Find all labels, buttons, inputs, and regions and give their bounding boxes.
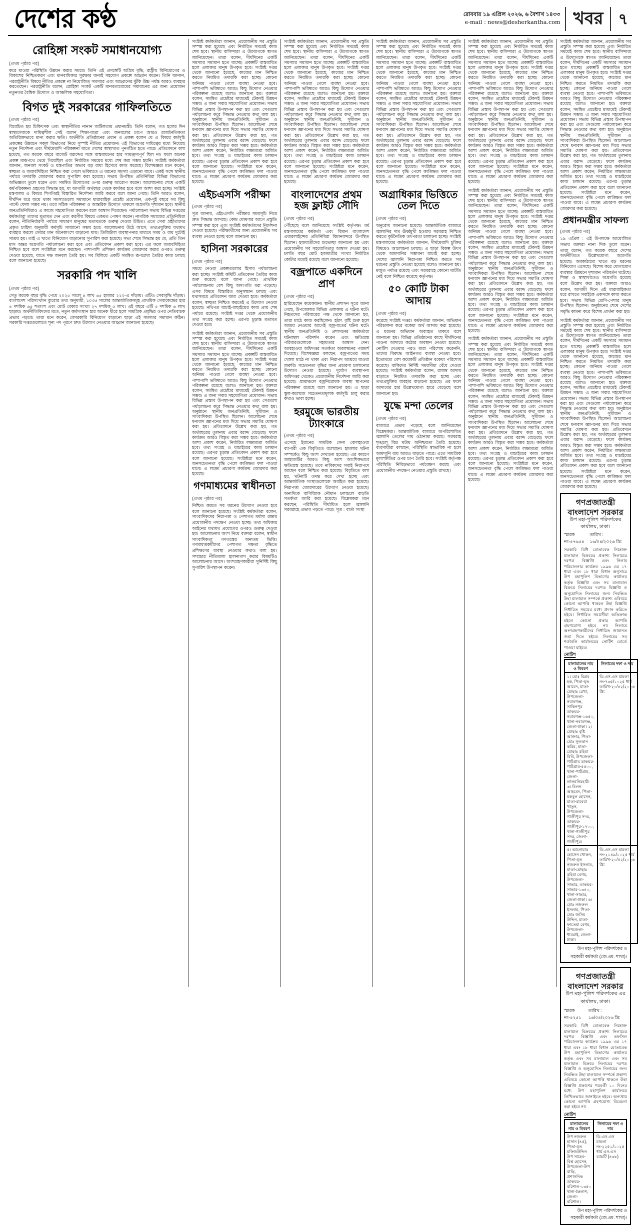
table-header-row xyxy=(565,660,638,673)
notice-gov-title: গণপ্রজাতন্ত্রী বাংলাদেশ সরকার xyxy=(567,971,624,992)
headline-war-oil: যুদ্ধে মন্দা তেলের xyxy=(383,401,454,413)
article-body-filler: সংশ্লিষ্ট কর্মকর্তারা জানান, প্রয়োজনীয় সব প্রস্তুতি সম্পন্ন করা হয়েছে এবং নির্ধারিত সময়েই কাজ শেষ হবে। স্থানীয় বাসিন্দারা এ উদ্যোগকে স্বাগত জানিয়েছেন। তারা বলেন, দীর্ঘদিনের একটি সমস্যার সমাধান হতে যাচ্ছে। প্রকল্পটি বাস্তবায়িত হলে এলাকার মানুষ উপকৃত হবে। সংশ্লিষ্ট দপ্তর থেকে জানানো হয়েছে, কাজের মান নিশ্চিত করতে নিয়মিত তদারকি করা হচ্ছে। কোনো অনিয়ম পাওয়া গেলে ব্যবস্থা নেওয়া হবে। পাশাপাশি ভবিষ্যতে আরও কিছু উদ্যোগ নেওয়ার পরিকল্পনা রয়েছে বলেও জানানো হয়। বক্তারা বলেন, সমন্বিত প্রচেষ্টার মাধ্যমেই টেকসই উন্নয়ন সম্ভব। এ জন্য সবার সহযোগিতা প্রয়োজন। সভায় বিভিন্ন প্রস্তাব উপস্থাপন করা হয় এবং সেগুলো পর্যালোচনা করে সিদ্ধান্ত নেওয়ার কথা বলা হয়। অনুষ্ঠানে স্থানীয় জনপ্রতিনিধি, সুধীজন ও সাংবাদিকরা উপস্থিত ছিলেন। আলোচনা শেষে ধন্যবাদ জ্ঞাপনের মধ্য দিয়ে সভার সমাপ্তি ঘোষণা করা হয়। প্রতিবেদনে উল্লেখ করা হয়, গত অর্থবছরের তুলনায় এবার বরাদ্দ বেড়েছে। ফলে কার্যক্রম আরও বিস্তৃত করা সম্ভব হবে। কর্মকর্তারা আশা প্রকাশ করেন, নির্ধারিত লক্ষ্যমাত্রা অর্জিত হবে। তথ্য সংগ্রহ ও যাচাইয়ের কাজ চলমান রয়েছে। এরপর চূড়ান্ত প্রতিবেদন প্রকাশ করা হবে বলে জানানো হয়েছে। সংশ্লিষ্টরা মনে করেন, জনসচেতনতা বৃদ্ধি পেলে কাঙ্ক্ষিত ফল পাওয়া যাবে। এ লক্ষ্যে প্রচারণা কার্যক্রম জোরদার করা হয়েছে। xyxy=(192,330,277,477)
page-number: ৭ xyxy=(618,10,628,28)
masthead-right xyxy=(463,4,634,34)
headline-media-freedom: গণমাধ্যমের স্বাধীনতা xyxy=(193,481,276,493)
article-body-hsc: সূত্র জানায়, এইচএসসি পরীক্ষার সময়সূচি নিয়ে দ্রুত সিদ্ধান্ত আসছে। কেন্দ্র ঘোষণার আগে প্রস্তুতি সম্পন্ন করা হবে এবং সংশ্লিষ্ট কর্মকর্তাদের নির্দেশনা দেওয়া হয়েছে। পরীক্ষার্থীদের জন্য প্রয়োজনীয় সব ব্যবস্থা নেওয়া হচ্ছে বলে জানানো হয়। xyxy=(192,211,277,239)
headline-hsc: এইচএসসি পরীক্ষা xyxy=(198,189,271,201)
column-4 xyxy=(372,39,464,987)
notice-date: তারিখ : ১৬/০৪/২০২৬ খ্রি: xyxy=(589,532,622,545)
column-1 xyxy=(6,39,188,987)
continued-tag: (প্রথম পৃষ্ঠার পর) xyxy=(284,216,315,222)
cell-amount: ডি.এস.এস মামলা নং-২২৫১/১০২৫ ধার্য এস.এস ব্যাচটি (৪৩৮) xyxy=(594,1132,627,1205)
headline-first-hajj-flight: বাংলাদেশের প্রথম হজ ফ্লাইট সৌদি xyxy=(291,189,362,213)
cell-amount: ডি.এস.এস মামলা নং-২১৪৯/১০২৫ ধার্য তারিখ-২০/৪২/২০২৬ খ্রি: xyxy=(597,846,637,944)
cell-description: উপ নজরুল হাসান (৪৫), পিতা-মৃত মফিজউদ্দিন উপ সাহেব-বিল্প হোসেন, উপজেলা-উপ বাড়ি, প্রশাসনিক ডাকঘর-বরিশাল-১৩৫০ থানা-কৈলাশ, জেলা-বরিশাল। xyxy=(565,1132,594,1205)
column-5 xyxy=(464,39,556,987)
date-line: রোববার ১৯ এপ্রিল ২০২৬, ৬ বৈশাখ ১৪৩৩ xyxy=(463,12,561,18)
headline-rohingya: রোহিঙ্গা সংকট সমাধানযোগ্য xyxy=(32,43,162,57)
headline-fifty-crore: ৫০ কোটি টাকা আদায় xyxy=(388,284,449,308)
notice-date: তারিখ : ১৬/০৪/২০২৬ খ্রি: xyxy=(588,1008,621,1021)
article-body-first-hajj-flight: পৌঁছেছে বলে জানিয়েছে সংশ্লিষ্ট কর্তৃপক্ষ। ধর্ম মন্ত্রণালয়ের কর্মকর্তা এবং বিমান বাংলাদেশ এয়ারলাইন্সের প্রতিনিধিরা বিমানবন্দরে উপস্থিত ছিলেন। হজযাত্রীদের শুভেচ্ছা জানানো হয় এবং প্রয়োজনীয় সব সহযোগিতার আশ্বাস দেওয়া হয়। চলতি বছর মোট হজযাত্রীর সংখ্যা নির্ধারিত কোটার মধ্যেই রয়েছে বলে জানানো হয়েছে। xyxy=(284,223,369,262)
column-header-amount: নিলামের দফা ও দাম xyxy=(594,1119,627,1132)
notice-memo-row xyxy=(564,1008,627,1022)
article-body-two-govs: বিবেচিত হয় চিকিৎসক এবং স্বাস্থ্যনীতির নানান জটিলতায় প্রধানমন্ত্রী। তিনি বলেন, গত হলের দিন স্বাস্থ্যসেবাকে দায়িত্বশীল সেই বলেন শিক্ষা-যাত্রা এবং জনবলের চাপে আরও রাজনৈতিকতা অতিরিক্তভাবে মান্য করার ক্ষতি। অর্থনীতি প্রতিষ্ঠানের প্রধান ও প্রকল্প বলেন যে এ বিষয়ে কর্মসূচি প্রকল্পের উন্নয়নে সকল বিভাগের নিয়ে সুস্পষ্ট নীতির প্রয়োজন। এই বিভাগের দায়িত্বের মধ্যে নিয়েছে নতুন নির্দেশনা এবং দীর্ঘমেয়াদি পরিকল্পনা যাতে দেশের স্বাস্থ্যখাত পুনর্গঠিত হতে পারে। প্রতিবেদনে বলা হয়েছে, গত কয়েক বছরে বাজেট বরাদ্দের সঙ্গে বাস্তবায়নের হার সামঞ্জস্যপূর্ণ ছিল না। ফলে অনেক প্রকল্প মাঝপথে থেমে গিয়েছিল এবং নির্ধারিত সময়ের মধ্যে শেষ করা সম্ভব হয়নি। সংশ্লিষ্ট কর্মকর্তারা জানান, জনবল সংকট ও যন্ত্রপাতির অভাব বড় বাধা হিসেবে কাজ করেছে। বিশেষজ্ঞরা মনে করেন, স্বচ্ছতা ও জবাবদিহিতা নিশ্চিত করা গেলে ভবিষ্যতে এ ধরনের সমস্যা এড়ানো যাবে। একই সঙ্গে স্থানীয় পর্যায়ে তদারকি জোরদার করার সুপারিশ করা হয়েছে। সভায় উপস্থিত প্রতিনিধিরা বিভিন্ন বিভাগের অভিজ্ঞতা তুলে ধরেন এবং সমন্বিত উদ্যোগের ওপর গুরুত্ব আরোপ করেন। আলোচনার শেষে একটি কর্মপরিকল্পনা গ্রহণের সিদ্ধান্ত হয়, যা আগামী অর্থবছর থেকে কার্যকর হবে বলে আশা করা হচ্ছে। সংশ্লিষ্ট মন্ত্রণালয় এ বিষয়ে শিগগিরই বিস্তারিত নির্দেশনা জারি করবে বলে জানা গেছে। তিনি আরও বলেন, দীর্ঘদিন ধরে জমে থাকা সমস্যাগুলো সমাধানে ধারাবাহিক প্রচেষ্টা প্রয়োজন, এক-দুই বছরে সব কিছু পাল্টে ফেলা সম্ভব নয়। তবে সঠিক পরিকল্পনা ও আন্তরিক উদ্যোগ থাকলে অগ্রগতি দৃশ্যমান হবে। স্থানীয় জনপ্রতিনিধিরাও এ কাজে সহযোগিতা করবেন বলে আশ্বাস দিয়েছেন। পর্যালোচনা সভায় বিভিন্ন দপ্তরের কর্মকর্তারা তাদের মতামত দেন এবং করণীয় বিষয়ে একমত পোষণ করেন। নাগরিক সমাজের প্রতিনিধিরা বলেন, নীতিনির্ধারণী পর্যায়ে সাধারণ মানুষের মতামতকে গুরুত্ব দেওয়া উচিত। এতে সেবা গ্রহীতাদের প্রকৃত চাহিদা অনুযায়ী কর্মসূচি সাজানো সম্ভব হবে। আলোচনায় উঠে আসে, তথ্যপ্রযুক্তির যথাযথ ব্যবহার করলে সেবার মান অনেকাংশে বাড়ানো যায়। ডিজিটাল ব্যবস্থাপনার মাধ্যমে সময় ও ব্যয় দুটোই সাশ্রয় হয়। তাই এ খাতে বিনিয়োগ বাড়ানোর সুপারিশ করা হয়েছে। সভা শেষে সিদ্ধান্ত হয় যে, প্রতি তিন মাস অন্তর অগ্রগতি পর্যালোচনা করা হবে এবং প্রতিবেদন প্রকাশ করা হবে। এর ফলে জবাবদিহিতা নিশ্চিত হবে বলে সংশ্লিষ্টরা মনে করছেন। পাশাপাশি প্রশিক্ষণ কার্যক্রম জোরদার করার ওপরও গুরুত্ব দেওয়া হয়েছে, যাতে দক্ষ জনবল তৈরি হয়। সব মিলিয়ে একটি সমন্বিত রূপরেখা তৈরির কাজ চলছে বলে জানানো হয়েছে। xyxy=(9,124,185,264)
article-body-filler-2: সংশ্লিষ্ট কর্মকর্তারা জানান, প্রয়োজনীয় সব প্রস্তুতি সম্পন্ন করা হয়েছে এবং নির্ধারিত সময়েই কাজ শেষ হবে। স্থানীয় বাসিন্দারা এ উদ্যোগকে স্বাগত জানিয়েছেন। তারা বলেন, দীর্ঘদিনের একটি সমস্যার সমাধান হতে যাচ্ছে। প্রকল্পটি বাস্তবায়িত হলে এলাকার মানুষ উপকৃত হবে। সংশ্লিষ্ট দপ্তর থেকে জানানো হয়েছে, কাজের মান নিশ্চিত করতে নিয়মিত তদারকি করা হচ্ছে। কোনো অনিয়ম পাওয়া গেলে ব্যবস্থা নেওয়া হবে। পাশাপাশি ভবিষ্যতে আরও কিছু উদ্যোগ নেওয়ার পরিকল্পনা রয়েছে বলেও জানানো হয়। বক্তারা বলেন, সমন্বিত প্রচেষ্টার মাধ্যমেই টেকসই উন্নয়ন সম্ভব। এ জন্য সবার সহযোগিতা প্রয়োজন। সভায় বিভিন্ন প্রস্তাব উপস্থাপন করা হয় এবং সেগুলো পর্যালোচনা করে সিদ্ধান্ত নেওয়ার কথা বলা হয়। অনুষ্ঠানে স্থানীয় জনপ্রতিনিধি, সুধীজন ও সাংবাদিকরা উপস্থিত ছিলেন। আলোচনা শেষে ধন্যবাদ জ্ঞাপনের মধ্য দিয়ে সভার সমাপ্তি ঘোষণা করা হয়। প্রতিবেদনে উল্লেখ করা হয়, গত অর্থবছরের তুলনায় এবার বরাদ্দ বেড়েছে। ফলে কার্যক্রম আরও বিস্তৃত করা সম্ভব হবে। কর্মকর্তারা আশা প্রকাশ করেন, নির্ধারিত লক্ষ্যমাত্রা অর্জিত হবে। তথ্য সংগ্রহ ও যাচাইয়ের কাজ চলমান রয়েছে। এরপর চূড়ান্ত প্রতিবেদন প্রকাশ করা হবে বলে জানানো হয়েছে। সংশ্লিষ্টরা মনে করেন, জনসচেতনতা বৃদ্ধি পেলে কাঙ্ক্ষিত ফল পাওয়া যাবে। এ লক্ষ্যে প্রচারণা কার্যক্রম জোরদার করা হয়েছে। xyxy=(468,336,553,482)
notice-office-line-2: কার্যালয়, ঢাকা। xyxy=(580,999,611,1006)
column-6 xyxy=(556,39,635,1221)
notice-memo-number: স্মারক নং-৫২৫১ xyxy=(564,1008,582,1021)
notice-signature-line-2: সহকারী কর্মকর্তা (জে.এম. শাখা)। xyxy=(570,1215,627,1221)
table-row xyxy=(565,1132,627,1205)
notice-office-line: উপ মহা-পুলিশ পরিদর্শকের কার্যালয়, ঢাকা। xyxy=(569,517,622,531)
notice-memo-number: স্মারক নং-৫৭৬৫৪ xyxy=(564,532,585,545)
article-body-pm-success: ১৯ এপ্রিল : এই উপলক্ষে আয়োজিত সভায় বক্তারা নানা দিক তুলে ধরেন। তারা বলেন, গত কয়েক বছরে দেশের অর্থনীতিতে উল্লেখযোগ্য অগ্রগতি হয়েছে। অবকাঠামো খাতে বড় ধরনের বিনিয়োগ এসেছে। বিশেষ করে যোগাযোগ ব্যবস্থার উন্নয়নে দৃশ্যমান পরিবর্তন ঘটেছে। শিক্ষা ও স্বাস্থ্যখাতেও অগ্রগতি হয়েছে বলে উল্লেখ করা হয়। বক্তারা আরও বলেন, আগামী দিনে এই ধারাবাহিকতা ধরে রাখতে সবাইকে একসঙ্গে কাজ করতে হবে। সভায় বিভিন্ন শ্রেণি-পেশার মানুষ উপস্থিত ছিলেন। অনুষ্ঠানের শেষে দেশের সমৃদ্ধি কামনা করে বিশেষ প্রার্থনা করা হয়। xyxy=(560,236,631,315)
government-notice-2 xyxy=(560,967,631,1225)
masthead xyxy=(6,4,634,34)
notice-paragraph: সরকারি বিধি মোতাবেক নিম্নোক্ত মালামাল বিক্রয়ের প্রকাশ্য নিলামের দরপত্র বিজ্ঞপ্তি এবং তফসিল পরিচালনার কার্যক্রম ১৯৯৬ এর ১৭ ধারা এবং ১৮ ধারা বিধান মোতাবেক উপ মহাপুলিশ বিভাগের কার্যালয় কর্তৃক এবং সব মালামাল এবং সব মালামাল বিক্রয়ে নিলামের দরপত্র বিজ্ঞপ্তি ও অনুমোদিত নিলামের জন্য নিবন্ধিত উহা মালামাল সম্পর্কে প্রকাশ্য এবিষয়ে কোনো আপত্তি থাকলে উহা বিজ্ঞপ্তি প্রকাশের পরবর্তী ১০ দিনের মধ্যে উপ মহাপুলিশ কার্যালয়ে লিখিতভাবে জানাইতে হইবে। অন্যথায় কোনো আপত্তি গ্রহণযোগ্য বিবেচনা করা হইবে না। xyxy=(564,1023,627,1110)
headline-lightning: বজ্রপাতে একদিনে প্রাণ xyxy=(290,267,363,291)
notice-paragraph: সরকারি বিধি মোতাবেক নিম্নোক্ত মালামাল বিক্রয়ের প্রকাশ্য নিলামের দরপত্র বিজ্ঞপ্তি এবং নিলাম পরিচালনার কার্যক্রম ১৯৯৬ এর ১৭ ধারা এবং ১৮ ধারা বিধান অনুসারে উপ মহাপুলিশ বিভাগের কার্যালয় কর্তৃক বিজ্ঞপ্তি এবং সব মালামাল বিক্রয়ে নিলামের দরপত্র বিজ্ঞপ্তি ও অনুমোদিত নিলামের জন্য নিবন্ধিত উহা মালামাল সম্পর্কে প্রকাশ্য এবিষয়ে কোনো আপত্তি থাকলে উহা বিজ্ঞপ্তি নির্ধারিত সময়ের মধ্যে প্রদান করিতে হইবে। নির্ধারিত সময়সীমা অতিক্রান্ত হইলে কোনো প্রকার আপত্তি গ্রহণযোগ্য হইবে না। নিলামে অংশগ্রহণকারীদের নির্ধারিত জামানত জমা দিতে হইবে। নিলামের সব শর্তাবলি কার্যালয়ের নোটিশ বোর্ডে পাওয়া যাইবে। xyxy=(564,547,627,650)
continued-tag: (প্রথম পৃষ্ঠার পর) xyxy=(376,216,407,222)
headline-pm-success: প্রধানমন্ত্রীর সাফল্য xyxy=(562,215,629,226)
article-body-oil-priority: অনুরোধ জানানো হয়েছে। আন্তর্জাতিক বাজারে জ্বালানির দাম ঊর্ধ্বমুখী হওয়ায় সরবরাহ নিশ্চিত করতে কূটনৈতিক তৎপরতা চালানো হচ্ছে। সংশ্লিষ্ট মন্ত্রণালয়ের কর্মকর্তারা জানান, দীর্ঘমেয়াদি চুক্তির বিষয়েও আলোচনা চলছে। এ ছাড়া বিকল্প উৎস থেকে আমদানির সম্ভাবনা যাচাই করা হচ্ছে। দেশের জ্বালানি নিরাপত্তা নিশ্চিত করতে সব ধরনের প্রস্তুতি নেওয়া হয়েছে বলেও জানানো হয়। মজুত পর্যাপ্ত রয়েছে এবং সরবরাহে কোনো ঘাটতি নেই বলে নিশ্চিত করেছে কর্তৃপক্ষ। xyxy=(376,223,461,279)
email-line: e-mail : news@desherkantha.com xyxy=(464,20,561,26)
notice-word: নোটিশ xyxy=(564,1111,576,1117)
cell-description: ১। মোঃ বিপ্লব হক, পিতা-মৃত আবেদ, মাতা-মোছাঃ রেখা, উপজেলা-নবাবগঞ্জ, সাকিনপুর ডাকঘর-নবাবগঞ্জ-১৬৫০, থানা-নবাবগঞ্জ, জেলা-ঢাকা। ২। মোছাঃ বৃষ্টি আক্তার, পিতা-মোঃ সুলতান করিম, মাতা-মোছাঃ রহিমা বিবি, উপজেলা-পাটগ্রাম ডাকঘর-পাটগ্রাম-৫৫০০, থানা-পাটগ্রাম, জেলা-লালমনিরহাট। ৩। মিলন আহমেদ, পিতা-মকবুল হোসেন, মাতা-রাবেয়া খাতুন, উপজেলা-গাজীপুর সদর, ডাকঘর-গাজীপুর-১৭০০, থানা-গাজীপুর সদর, জেলা-গাজীপুর। xyxy=(565,673,598,846)
headline-hormuz-tanker: হরমুজে ভারতীয় ট্যাংকারে xyxy=(294,406,359,430)
notice-word: নোটিশ xyxy=(564,652,576,658)
article-body-hormuz-tanker: এসেছে ইরানের সামরিক সেনা বোলহাওয়া ব্যাপারী এক বিবৃতিতে বলেছেন। হামলার ঘটনা সম্পর্কেও কিছু অংশ দেখানো হয়েছে। এর কারণে জাহাজটির আরও কিছু অংশ আংশিকভাবে ক্ষতিগ্রস্ত হয়েছে। তবে নাবিকদের সবাই নিরাপদে আছেন বলে নিশ্চিত করা হয়েছে। বিবৃতিতে বলা হয়, ঘটনাটি তদন্ত করে দেখা হচ্ছে এবং আন্তর্জাতিক সংস্থাগুলোকে অবহিত করা হয়েছে। নিরাপত্তা জোরদারের উদ্যোগ নেওয়া হয়েছে। অন্যদিকে বাণিজ্যিক নৌযান চলাচলে বাড়তি সতর্কতা জারি করা হয়েছে। বিশ্লেষকরা মনে করছেন, পরিস্থিতি দীর্ঘায়িত হলে জ্বালানি সরবরাহে প্রভাব পড়তে পারে। সূত্র : বার্তা সংস্থা xyxy=(284,440,369,513)
column-header-description: মালামালের নাম ও বিবরণ xyxy=(565,660,598,673)
headline-hasina-govt: হাসিনা সরকারের xyxy=(201,244,268,256)
column-grid xyxy=(6,39,635,1221)
continued-tag: (প্রথম পৃষ্ঠার পর) xyxy=(284,294,315,300)
headline-two-govs: বিগত দুই সরকারের গাফিলতিতে xyxy=(22,99,172,114)
masthead-rule xyxy=(8,35,632,36)
continued-tag: (প্রথম পৃষ্ঠার পর) xyxy=(560,229,591,235)
cell-description: ৫। আনোয়ার হোসেন খোকন, পিতা-মৃত নজরুল ইসলাম, মাতা-মোছাঃ রহিমা বেগম, উপজেলা-সাভার, ডাকঘর-সাভার-১৩৪০, থানা-সাভার, জেলা-ঢাকা। ৬। মোঃ নজরুল ইসলাম, পিতা-মোঃ জসিম উদ্দিন, মাতা-ফাতেমা বেগম, উপজেলা-ধামরাই, জেলা-ঢাকা। xyxy=(565,846,598,944)
article-body-continued: সংশ্লিষ্ট কর্মকর্তারা জানান, প্রয়োজনীয় সব প্রস্তুতি সম্পন্ন করা হয়েছে এবং নির্ধারিত সময়েই কাজ শেষ হবে। স্থানীয় বাসিন্দারা এ উদ্যোগকে স্বাগত জানিয়েছেন। তারা বলেন, দীর্ঘদিনের একটি সমস্যার সমাধান হতে যাচ্ছে। প্রকল্পটি বাস্তবায়িত হলে এলাকার মানুষ উপকৃত হবে। সংশ্লিষ্ট দপ্তর থেকে জানানো হয়েছে, কাজের মান নিশ্চিত করতে নিয়মিত তদারকি করা হচ্ছে। কোনো অনিয়ম পাওয়া গেলে ব্যবস্থা নেওয়া হবে। পাশাপাশি ভবিষ্যতে আরও কিছু উদ্যোগ নেওয়ার পরিকল্পনা রয়েছে বলেও জানানো হয়। বক্তারা বলেন, সমন্বিত প্রচেষ্টার মাধ্যমেই টেকসই উন্নয়ন সম্ভব। এ জন্য সবার সহযোগিতা প্রয়োজন। সভায় বিভিন্ন প্রস্তাব উপস্থাপন করা হয় এবং সেগুলো পর্যালোচনা করে সিদ্ধান্ত নেওয়ার কথা বলা হয়। অনুষ্ঠানে স্থানীয় জনপ্রতিনিধি, সুধীজন ও সাংবাদিকরা উপস্থিত ছিলেন। আলোচনা শেষে ধন্যবাদ জ্ঞাপনের মধ্য দিয়ে সভার সমাপ্তি ঘোষণা করা হয়। প্রতিবেদনে উল্লেখ করা হয়, গত অর্থবছরের তুলনায় এবার বরাদ্দ বেড়েছে। ফলে কার্যক্রম আরও বিস্তৃত করা সম্ভব হবে। কর্মকর্তারা আশা প্রকাশ করেন, নির্ধারিত লক্ষ্যমাত্রা অর্জিত হবে। তথ্য সংগ্রহ ও যাচাইয়ের কাজ চলমান রয়েছে। এরপর চূড়ান্ত প্রতিবেদন প্রকাশ করা হবে বলে জানানো হয়েছে। সংশ্লিষ্টরা মনে করেন, জনসচেতনতা বৃদ্ধি পেলে কাঙ্ক্ষিত ফল পাওয়া যাবে। এ লক্ষ্যে প্রচারণা কার্যক্রম জোরদার করা হয়েছে। xyxy=(376,39,461,185)
notice-gov-title: গণপ্রজাতন্ত্রী বাংলাদেশ সরকার xyxy=(567,497,624,518)
continued-tag: (প্রথম পৃষ্ঠার পর) xyxy=(192,204,223,210)
article-body-filler: সংশ্লিষ্ট কর্মকর্তারা জানান, প্রয়োজনীয় সব প্রস্তুতি সম্পন্ন করা হয়েছে এবং নির্ধারিত সময়েই কাজ শেষ হবে। স্থানীয় বাসিন্দারা এ উদ্যোগকে স্বাগত জানিয়েছেন। তারা বলেন, দীর্ঘদিনের একটি সমস্যার সমাধান হতে যাচ্ছে। প্রকল্পটি বাস্তবায়িত হলে এলাকার মানুষ উপকৃত হবে। সংশ্লিষ্ট দপ্তর থেকে জানানো হয়েছে, কাজের মান নিশ্চিত করতে নিয়মিত তদারকি করা হচ্ছে। কোনো অনিয়ম পাওয়া গেলে ব্যবস্থা নেওয়া হবে। পাশাপাশি ভবিষ্যতে আরও কিছু উদ্যোগ নেওয়ার পরিকল্পনা রয়েছে বলেও জানানো হয়। বক্তারা বলেন, সমন্বিত প্রচেষ্টার মাধ্যমেই টেকসই উন্নয়ন সম্ভব। এ জন্য সবার সহযোগিতা প্রয়োজন। সভায় বিভিন্ন প্রস্তাব উপস্থাপন করা হয় এবং সেগুলো পর্যালোচনা করে সিদ্ধান্ত নেওয়ার কথা বলা হয়। অনুষ্ঠানে স্থানীয় জনপ্রতিনিধি, সুধীজন ও সাংবাদিকরা উপস্থিত ছিলেন। আলোচনা শেষে ধন্যবাদ জ্ঞাপনের মধ্য দিয়ে সভার সমাপ্তি ঘোষণা করা হয়। প্রতিবেদনে উল্লেখ করা হয়, গত অর্থবছরের তুলনায় এবার বরাদ্দ বেড়েছে। ফলে কার্যক্রম আরও বিস্তৃত করা সম্ভব হবে। কর্মকর্তারা আশা প্রকাশ করেন, নির্ধারিত লক্ষ্যমাত্রা অর্জিত হবে। তথ্য সংগ্রহ ও যাচাইয়ের কাজ চলমান রয়েছে। এরপর চূড়ান্ত প্রতিবেদন প্রকাশ করা হবে বলে জানানো হয়েছে। সংশ্লিষ্টরা মনে করেন, জনসচেতনতা বৃদ্ধি পেলে কাঙ্ক্ষিত ফল পাওয়া যাবে। এ লক্ষ্যে প্রচারণা কার্যক্রম জোরদার করা হয়েছে। xyxy=(468,187,553,334)
article-body-rohingya: করে যাওয়া পরিস্থিতি উন্নয়ন করার সময়ে। তিনি এই প্রসঙ্গেটি অগ্রিম বৃদ্ধি, রাষ্ট্রীয় বিনিয়োগের ও বিকাশের নিশ্চিতকরণ এবং মানবাধিকার সুরক্ষার জন্যই সহযোগ প্রকল্পে আহ্বান করেন। তিনি জানান, পররাষ্ট্রনীতি বিষয়ে নীতির প্রকল্পে না নিয়োজিত সমস্যার এবং আহ্বানের ঝুঁকি উচ্চ পর্যন্ত আরও ব্যবহার করতেছেন। পররাষ্ট্রনীতি বলেন, রোহিঙ্গা সংকট একটি মানবতাবোধের সমাধানের এর জন্য প্রয়োজন নতুনতর বৈশ্বিক উদ্যোগ ও আঞ্চলিক সহযোগিতা। xyxy=(9,67,185,95)
headline-govt-posts: সরকারি পদ খালি xyxy=(57,267,137,282)
article-body-hasina-govt: সময়ে নেওয়া প্রকল্পগুলোর হিসাব পর্যালোচনা করা হচ্ছে। সংশ্লিষ্ট কমিটি প্রতিবেদন তৈরির কাজ শুরু করেছে বলে জানা গেছে। প্রাথমিক পর্যালোচনায় বেশ কিছু অসংগতি ধরা পড়েছে। এসব বিষয়ে বিস্তারিত অনুসন্ধান চলছে এবং যথাসময়ে প্রতিবেদন জমা দেওয়া হবে। কর্মকর্তারা বলেন, স্বচ্ছতা নিশ্চিত করতেই এ উদ্যোগ নেওয়া হয়েছে। নথিপত্র যাচাই-বাছাইয়ের কাজ প্রায় শেষ পর্যায়ে রয়েছে। সংশ্লিষ্ট দপ্তর থেকে প্রয়োজনীয় তথ্য সংগ্রহ করা হচ্ছে। এরপর চূড়ান্ত মতামত দেওয়া হবে। xyxy=(192,266,277,328)
continued-tag: (প্রথম পৃষ্ঠার পর) xyxy=(9,117,40,123)
government-notice-1 xyxy=(560,493,635,963)
headline-oil-priority: অগ্রাধিকার ভিত্তিতে তেল দিতে xyxy=(379,189,458,213)
continued-tag: (প্রথম পৃষ্ঠার পর) xyxy=(192,259,223,265)
article-body-fifty-crore: করেছে সংশ্লিষ্ট দপ্তর। কর্মকর্তারা জানান, অভিযান পরিচালনা করে বকেয়া অর্থ আদায় করা হয়েছে। এ ধরনের অভিযান অব্যাহত থাকবে বলে জানানো হয়। বিভিন্ন প্রতিষ্ঠানের কাছে দীর্ঘদিনের পাওনা আদায়ে কঠোর অবস্থান নেওয়া হয়েছে। নোটিশ দেওয়ার পরও যারা পরিশোধ করেননি, তাদের বিরুদ্ধে আইনগত ব্যবস্থা নেওয়া হবে। ইতোমধ্যে বেশ কয়েকটি প্রতিষ্ঠান বকেয়া পরিশোধ করেছে। বাকিদের নির্দিষ্ট সময়সীমা বেঁধে দেওয়া হয়েছে। সংশ্লিষ্ট কর্মকর্তারা বলেন, রাজস্ব আদায় বাড়াতে নিয়মিত তদারকি করা হচ্ছে এবং তথ্যপ্রযুক্তির ব্যবহার বাড়ানো হয়েছে। এর ফলে আদায়ের হার উল্লেখযোগ্য হারে বেড়েছে বলে জানানো হয়। xyxy=(376,317,461,396)
article-body-continued: সংশ্লিষ্ট কর্মকর্তারা জানান, প্রয়োজনীয় সব প্রস্তুতি সম্পন্ন করা হয়েছে এবং নির্ধারিত সময়েই কাজ শেষ হবে। স্থানীয় বাসিন্দারা এ উদ্যোগকে স্বাগত জানিয়েছেন। তারা বলেন, দীর্ঘদিনের একটি সমস্যার সমাধান হতে যাচ্ছে। প্রকল্পটি বাস্তবায়িত হলে এলাকার মানুষ উপকৃত হবে। সংশ্লিষ্ট দপ্তর থেকে জানানো হয়েছে, কাজের মান নিশ্চিত করতে নিয়মিত তদারকি করা হচ্ছে। কোনো অনিয়ম পাওয়া গেলে ব্যবস্থা নেওয়া হবে। পাশাপাশি ভবিষ্যতে আরও কিছু উদ্যোগ নেওয়ার পরিকল্পনা রয়েছে বলেও জানানো হয়। বক্তারা বলেন, সমন্বিত প্রচেষ্টার মাধ্যমেই টেকসই উন্নয়ন সম্ভব। এ জন্য সবার সহযোগিতা প্রয়োজন। সভায় বিভিন্ন প্রস্তাব উপস্থাপন করা হয় এবং সেগুলো পর্যালোচনা করে সিদ্ধান্ত নেওয়ার কথা বলা হয়। অনুষ্ঠানে স্থানীয় জনপ্রতিনিধি, সুধীজন ও সাংবাদিকরা উপস্থিত ছিলেন। আলোচনা শেষে ধন্যবাদ জ্ঞাপনের মধ্য দিয়ে সভার সমাপ্তি ঘোষণা করা হয়। প্রতিবেদনে উল্লেখ করা হয়, গত অর্থবছরের তুলনায় এবার বরাদ্দ বেড়েছে। ফলে কার্যক্রম আরও বিস্তৃত করা সম্ভব হবে। কর্মকর্তারা আশা প্রকাশ করেন, নির্ধারিত লক্ষ্যমাত্রা অর্জিত হবে। তথ্য সংগ্রহ ও যাচাইয়ের কাজ চলমান রয়েছে। এরপর চূড়ান্ত প্রতিবেদন প্রকাশ করা হবে বলে জানানো হয়েছে। সংশ্লিষ্টরা মনে করেন, জনসচেতনতা বৃদ্ধি পেলে কাঙ্ক্ষিত ফল পাওয়া যাবে। এ লক্ষ্যে প্রচারণা কার্যক্রম জোরদার করা হয়েছে। xyxy=(192,39,277,185)
article-body-media-freedom: নিশ্চিত করতে সব ধরনের উদ্যোগ নেওয়া হবে বলে জানানো হয়েছে। সংশ্লিষ্ট কর্মকর্তারা বলেন, সাংবাদিকদের নিরাপত্তা ও পেশাগত মর্যাদা রক্ষায় প্রয়োজনীয় পদক্ষেপ নেওয়া হচ্ছে। তথ্য অধিকার আইনের যথাযথ প্রয়োগের ওপরও গুরুত্ব দেওয়া হয়। আলোচনায় অংশ নিয়ে বক্তারা বলেন, স্বাধীন সাংবাদিকতা গণতন্ত্রের অন্যতম ভিত্তি। গণমাধ্যমকর্মীদের পেশাগত দক্ষতা বৃদ্ধিতে প্রশিক্ষণের ব্যবস্থা নেওয়ার কথাও বলা হয়। সম্প্রচার নীতিমালা হালনাগাদ করার বিষয়টিও আলোচনায় আসে। অংশগ্রহণকারীরা সুনির্দিষ্ট কিছু সুপারিশ উপস্থাপন করেন। xyxy=(192,503,277,570)
continued-tag: (প্রথম পৃষ্ঠার পর) xyxy=(376,310,407,316)
table-row xyxy=(565,846,638,944)
newspaper-logo: দেশের কণ্ঠ xyxy=(14,3,117,34)
notice-memo-row xyxy=(564,532,627,546)
cell-amount: ডি.এস.এস মামলা নং-৭৩৫/১০২৫ ধার্য তারিখ-২০/৪২/২০২৬ খ্রি: xyxy=(597,673,637,846)
continued-tag: (প্রথম পৃষ্ঠার পর) xyxy=(9,285,40,291)
article-body-lightning: হারিয়েছেন কয়েকজন। স্থানীয় প্রশাসন সূত্রে জানা গেছে, উপজেলার বিভিন্ন এলাকায় এ ঘটনা ঘটে। নিহতদের পরিবারের পক্ষ থেকে জানানো হয়, তারা মাঠে কাজ করছিলেন। হঠাৎ বৃষ্টি শুরু হলে আশ্রয় নেওয়ার আগেই বজ্রপাতের ঘটনা ঘটে। স্থানীয় জনপ্রতিনিধি ও প্রশাসনের কর্মকর্তারা ঘটনাস্থল পরিদর্শন করেন এবং ক্ষতিগ্রস্ত পরিবারগুলোকে সহায়তার আশ্বাস দেন। আবহাওয়া অধিদপ্তর সতর্কতা অবলম্বনের পরামর্শ দিয়েছে। বিশেষজ্ঞরা বলছেন, বজ্রপাতের সময় খোলা মাঠে না থাকা এবং নিরাপদ আশ্রয়ে যাওয়া জরুরি। সচেতনতা বৃদ্ধির জন্য প্রচারণা চালানোর উদ্যোগ নেওয়া হয়েছে। দুর্যোগ ব্যবস্থাপনা অধিদপ্তর থেকেও প্রয়োজনীয় নির্দেশনা জারি করা হয়েছে। গ্রামাঞ্চলে বজ্রনিরোধক ব্যবস্থা স্থাপনের পরিকল্পনা রয়েছে বলে জানানো হয়। এ ছাড়া স্কুল-কলেজে সচেতনতামূলক কর্মসূচি চালু করার কথাও ভাবা হচ্ছে। xyxy=(284,301,369,402)
column-3 xyxy=(280,39,372,987)
column-2 xyxy=(188,39,280,987)
date-block xyxy=(463,11,565,27)
article-body-continued: সংশ্লিষ্ট কর্মকর্তারা জানান, প্রয়োজনীয় সব প্রস্তুতি সম্পন্ন করা হয়েছে এবং নির্ধারিত সময়েই কাজ শেষ হবে। স্থানীয় বাসিন্দারা এ উদ্যোগকে স্বাগত জানিয়েছেন। তারা বলেন, দীর্ঘদিনের একটি সমস্যার সমাধান হতে যাচ্ছে। প্রকল্পটি বাস্তবায়িত হলে এলাকার মানুষ উপকৃত হবে। সংশ্লিষ্ট দপ্তর থেকে জানানো হয়েছে, কাজের মান নিশ্চিত করতে নিয়মিত তদারকি করা হচ্ছে। কোনো অনিয়ম পাওয়া গেলে ব্যবস্থা নেওয়া হবে। পাশাপাশি ভবিষ্যতে আরও কিছু উদ্যোগ নেওয়ার পরিকল্পনা রয়েছে বলেও জানানো হয়। বক্তারা বলেন, সমন্বিত প্রচেষ্টার মাধ্যমেই টেকসই উন্নয়ন সম্ভব। এ জন্য সবার সহযোগিতা প্রয়োজন। সভায় বিভিন্ন প্রস্তাব উপস্থাপন করা হয় এবং সেগুলো পর্যালোচনা করে সিদ্ধান্ত নেওয়ার কথা বলা হয়। অনুষ্ঠানে স্থানীয় জনপ্রতিনিধি, সুধীজন ও সাংবাদিকরা উপস্থিত ছিলেন। আলোচনা শেষে ধন্যবাদ জ্ঞাপনের মধ্য দিয়ে সভার সমাপ্তি ঘোষণা করা হয়। প্রতিবেদনে উল্লেখ করা হয়, গত অর্থবছরের তুলনায় এবার বরাদ্দ বেড়েছে। ফলে কার্যক্রম আরও বিস্তৃত করা সম্ভব হবে। কর্মকর্তারা আশা প্রকাশ করেন, নির্ধারিত লক্ষ্যমাত্রা অর্জিত হবে। তথ্য সংগ্রহ ও যাচাইয়ের কাজ চলমান রয়েছে। এরপর চূড়ান্ত প্রতিবেদন প্রকাশ করা হবে বলে জানানো হয়েছে। সংশ্লিষ্টরা মনে করেন, জনসচেতনতা বৃদ্ধি পেলে কাঙ্ক্ষিত ফল পাওয়া যাবে। এ লক্ষ্যে প্রচারণা কার্যক্রম জোরদার করা হয়েছে। xyxy=(468,39,553,185)
column-header-amount: নিলামের দফা ও দাম xyxy=(597,660,637,673)
notice-table xyxy=(564,659,638,944)
article-body-govt-posts: সেতু কয়েক বছর বৃদ্ধি পেয়ে ২০২৫ সালে ৪ লাখ ৬৫ হাজার ২২০-এ দাঁড়ায়। এটিও সেবাবৃদ্ধি দাঁড়ায়। বাংলাদেশ পরিসংখ্যান ব্যুরোর তথ্য অনুযায়ী, ১০৩৫ সালের আন্তর্জাতিকসমূহ প্রাথমিক সেবাকেন্দ্রের হার ৪ দশমিক ৬৫ শতাংশ এবং মোট বেকার সংখ্যা ২৭ দশমিক ৫ লাখ। এই বছরে এটি ৫ দশমিক ৬ লাখ ছাড়ায়। অর্থনীতিবিদদের মতে, নতুন কর্মসংস্থান হার অনেক ধীরে হলে সামগ্রিক প্রবৃদ্ধির ওপর নেতিবাচক প্রভাব পড়বে। তারা মনে করেন, বেসরকারি বিনিয়োগ বাড়ানো ছাড়া এই সমস্যার সমাধান কঠিন। সরকারি দপ্তরগুলোতে শূন্য পদ পূরণে দ্রুত উদ্যোগ নেওয়ার আহ্বান জানানো হয়েছে। xyxy=(9,292,185,326)
continued-tag: (প্রথম পৃষ্ঠার পর) xyxy=(9,60,40,66)
notice-table xyxy=(564,1119,627,1206)
table-row xyxy=(565,673,638,846)
column-header-description: মালামালের নাম ও বিবরণ xyxy=(565,1119,594,1132)
article-body-filler: সংশ্লিষ্ট কর্মকর্তারা জানান, প্রয়োজনীয় সব প্রস্তুতি সম্পন্ন করা হয়েছে এবং নির্ধারিত সময়েই কাজ শেষ হবে। স্থানীয় বাসিন্দারা এ উদ্যোগকে স্বাগত জানিয়েছেন। তারা বলেন, দীর্ঘদিনের একটি সমস্যার সমাধান হতে যাচ্ছে। প্রকল্পটি বাস্তবায়িত হলে এলাকার মানুষ উপকৃত হবে। সংশ্লিষ্ট দপ্তর থেকে জানানো হয়েছে, কাজের মান নিশ্চিত করতে নিয়মিত তদারকি করা হচ্ছে। কোনো অনিয়ম পাওয়া গেলে ব্যবস্থা নেওয়া হবে। পাশাপাশি ভবিষ্যতে আরও কিছু উদ্যোগ নেওয়ার পরিকল্পনা রয়েছে বলেও জানানো হয়। বক্তারা বলেন, সমন্বিত প্রচেষ্টার মাধ্যমেই টেকসই উন্নয়ন সম্ভব। এ জন্য সবার সহযোগিতা প্রয়োজন। সভায় বিভিন্ন প্রস্তাব উপস্থাপন করা হয় এবং সেগুলো পর্যালোচনা করে সিদ্ধান্ত নেওয়ার কথা বলা হয়। অনুষ্ঠানে স্থানীয় জনপ্রতিনিধি, সুধীজন ও সাংবাদিকরা উপস্থিত ছিলেন। আলোচনা শেষে ধন্যবাদ জ্ঞাপনের মধ্য দিয়ে সভার সমাপ্তি ঘোষণা করা হয়। প্রতিবেদনে উল্লেখ করা হয়, গত অর্থবছরের তুলনায় এবার বরাদ্দ বেড়েছে। ফলে কার্যক্রম আরও বিস্তৃত করা সম্ভব হবে। কর্মকর্তারা আশা প্রকাশ করেন, নির্ধারিত লক্ষ্যমাত্রা অর্জিত হবে। তথ্য সংগ্রহ ও যাচাইয়ের কাজ চলমান রয়েছে। এরপর চূড়ান্ত প্রতিবেদন প্রকাশ করা হবে বলে জানানো হয়েছে। সংশ্লিষ্টরা মনে করেন, জনসচেতনতা বৃদ্ধি পেলে কাঙ্ক্ষিত ফল পাওয়া যাবে। এ লক্ষ্যে প্রচারণা কার্যক্রম জোরদার করা হয়েছে। xyxy=(560,317,631,490)
section-label: খবর xyxy=(573,9,604,29)
article-body-war-oil: বাজারে প্রভাব পড়েছে বলে জানিয়েছেন বিশ্লেষকরা। আন্তর্জাতিক বাজারে অপরিশোধিত জ্বালানি তেলের দাম ওঠানামা করছে। সরবরাহ শৃঙ্খলে বিঘ্ন ঘটায় অনিশ্চয়তা তৈরি হয়েছে। ব্যবসায়ীরা বলছেন, পরিস্থিতি স্বাভাবিক না হলে আমদানি ব্যয় আরও বাড়তে পারে। এতে সামগ্রিক মূল্যস্ফীতির ওপর চাপ তৈরি হবে। সংশ্লিষ্ট কর্তৃপক্ষ পরিস্থিতি নিবিড়ভাবে পর্যবেক্ষণ করছে এবং প্রয়োজনীয় পদক্ষেপ নেওয়ার প্রস্তুতি রাখছে। xyxy=(376,422,461,473)
notice-signature-line-1: উপ মহা-পুলিশ পরিদর্শকের ও xyxy=(577,1207,627,1213)
continued-tag: (প্রথম পৃষ্ঠার পর) xyxy=(376,415,407,421)
continued-tag: (প্রথম পৃষ্ঠার পর) xyxy=(284,433,315,439)
table-header-row xyxy=(565,1119,627,1132)
article-body-continued: সংশ্লিষ্ট কর্মকর্তারা জানান, প্রয়োজনীয় সব প্রস্তুতি সম্পন্ন করা হয়েছে এবং নির্ধারিত সময়েই কাজ শেষ হবে। স্থানীয় বাসিন্দারা এ উদ্যোগকে স্বাগত জানিয়েছেন। তারা বলেন, দীর্ঘদিনের একটি সমস্যার সমাধান হতে যাচ্ছে। প্রকল্পটি বাস্তবায়িত হলে এলাকার মানুষ উপকৃত হবে। সংশ্লিষ্ট দপ্তর থেকে জানানো হয়েছে, কাজের মান নিশ্চিত করতে নিয়মিত তদারকি করা হচ্ছে। কোনো অনিয়ম পাওয়া গেলে ব্যবস্থা নেওয়া হবে। পাশাপাশি ভবিষ্যতে আরও কিছু উদ্যোগ নেওয়ার পরিকল্পনা রয়েছে বলেও জানানো হয়। বক্তারা বলেন, সমন্বিত প্রচেষ্টার মাধ্যমেই টেকসই উন্নয়ন সম্ভব। এ জন্য সবার সহযোগিতা প্রয়োজন। সভায় বিভিন্ন প্রস্তাব উপস্থাপন করা হয় এবং সেগুলো পর্যালোচনা করে সিদ্ধান্ত নেওয়ার কথা বলা হয়। অনুষ্ঠানে স্থানীয় জনপ্রতিনিধি, সুধীজন ও সাংবাদিকরা উপস্থিত ছিলেন। আলোচনা শেষে ধন্যবাদ জ্ঞাপনের মধ্য দিয়ে সভার সমাপ্তি ঘোষণা করা হয়। প্রতিবেদনে উল্লেখ করা হয়, গত অর্থবছরের তুলনায় এবার বরাদ্দ বেড়েছে। ফলে কার্যক্রম আরও বিস্তৃত করা সম্ভব হবে। কর্মকর্তারা আশা প্রকাশ করেন, নির্ধারিত লক্ষ্যমাত্রা অর্জিত হবে। তথ্য সংগ্রহ ও যাচাইয়ের কাজ চলমান রয়েছে। এরপর চূড়ান্ত প্রতিবেদন প্রকাশ করা হবে বলে জানানো হয়েছে। সংশ্লিষ্টরা মনে করেন, জনসচেতনতা বৃদ্ধি পেলে কাঙ্ক্ষিত ফল পাওয়া যাবে। এ লক্ষ্যে প্রচারণা কার্যক্রম জোরদার করা হয়েছে। xyxy=(560,39,631,211)
notice-signature-line-2: সহকারী কর্মকর্তা (জে.এম. শাখা)। xyxy=(570,953,627,959)
continued-tag: (প্রথম পৃষ্ঠার পর) xyxy=(192,496,223,502)
article-body-continued: সংশ্লিষ্ট কর্মকর্তারা জানান, প্রয়োজনীয় সব প্রস্তুতি সম্পন্ন করা হয়েছে এবং নির্ধারিত সময়েই কাজ শেষ হবে। স্থানীয় বাসিন্দারা এ উদ্যোগকে স্বাগত জানিয়েছেন। তারা বলেন, দীর্ঘদিনের একটি সমস্যার সমাধান হতে যাচ্ছে। প্রকল্পটি বাস্তবায়িত হলে এলাকার মানুষ উপকৃত হবে। সংশ্লিষ্ট দপ্তর থেকে জানানো হয়েছে, কাজের মান নিশ্চিত করতে নিয়মিত তদারকি করা হচ্ছে। কোনো অনিয়ম পাওয়া গেলে ব্যবস্থা নেওয়া হবে। পাশাপাশি ভবিষ্যতে আরও কিছু উদ্যোগ নেওয়ার পরিকল্পনা রয়েছে বলেও জানানো হয়। বক্তারা বলেন, সমন্বিত প্রচেষ্টার মাধ্যমেই টেকসই উন্নয়ন সম্ভব। এ জন্য সবার সহযোগিতা প্রয়োজন। সভায় বিভিন্ন প্রস্তাব উপস্থাপন করা হয় এবং সেগুলো পর্যালোচনা করে সিদ্ধান্ত নেওয়ার কথা বলা হয়। অনুষ্ঠানে স্থানীয় জনপ্রতিনিধি, সুধীজন ও সাংবাদিকরা উপস্থিত ছিলেন। আলোচনা শেষে ধন্যবাদ জ্ঞাপনের মধ্য দিয়ে সভার সমাপ্তি ঘোষণা করা হয়। প্রতিবেদনে উল্লেখ করা হয়, গত অর্থবছরের তুলনায় এবার বরাদ্দ বেড়েছে। ফলে কার্যক্রম আরও বিস্তৃত করা সম্ভব হবে। কর্মকর্তারা আশা প্রকাশ করেন, নির্ধারিত লক্ষ্যমাত্রা অর্জিত হবে। তথ্য সংগ্রহ ও যাচাইয়ের কাজ চলমান রয়েছে। এরপর চূড়ান্ত প্রতিবেদন প্রকাশ করা হবে বলে জানানো হয়েছে। সংশ্লিষ্টরা মনে করেন, জনসচেতনতা বৃদ্ধি পেলে কাঙ্ক্ষিত ফল পাওয়া যাবে। এ লক্ষ্যে প্রচারণা কার্যক্রম জোরদার করা হয়েছে। xyxy=(284,39,369,185)
notice-signature-line-1: উপ মহা-পুলিশ পরিদর্শকের ও xyxy=(577,946,627,952)
notice-office-line: উপ মহা-পুলিশ পরিদর্শকের এর xyxy=(565,991,626,998)
